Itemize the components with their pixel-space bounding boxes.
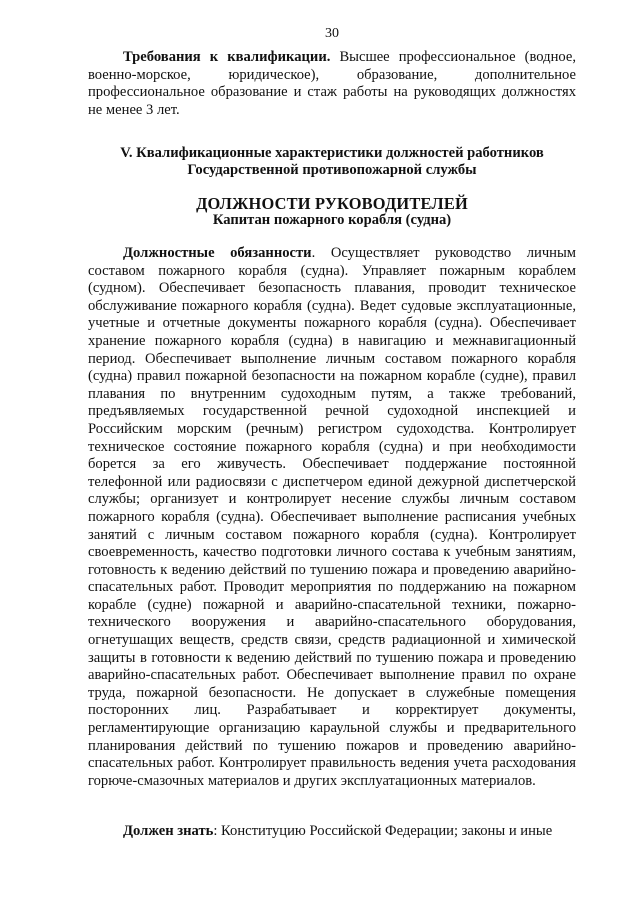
must-know-text: : Конституцию Российской Федерации; законы и иные [213, 823, 553, 839]
must-know-label: Должен знать [123, 823, 214, 839]
group-title: ДОЛЖНОСТИ РУКОВОДИТЕЛЕЙ [196, 194, 468, 213]
qualification-requirements-label: Требования к квалификации. [123, 49, 331, 65]
qualification-requirements-paragraph [88, 49, 576, 119]
qualification-requirements-text: Высшее профессиональное (водное, военно-морское, юридическое), образование, дополнительное профессиональное образование и стаж работы на руководящих должностях не менее 3 лет. [88, 49, 576, 118]
must-know-paragraph [88, 823, 576, 841]
page-number: 30 [325, 26, 339, 41]
section-title-line-2: Государственной противопожарной службы [187, 162, 477, 178]
document-page [88, 0, 576, 905]
position-title: Капитан пожарного корабля (судна) [212, 212, 452, 228]
duties-label: Должностные обязанности [123, 245, 312, 261]
section-title-line-1: V. Квалификационные характеристики должностей работников [120, 145, 544, 161]
duties-paragraph [88, 245, 576, 790]
duties-text: . Осуществляет руководство личным составом пожарного корабля (судна). Управляет пожарным кораблем (судном). Обеспечивает безопасность плавания, проводит техническое обслуживание пожарного корабля (судна). Ведет судовые эксплуатационные, учетные и отчетные документы пожарного корабля (судна). Обеспечивает хранение пожарного корабля (судна) в навигацию и межнавигационный период. Обеспечивает выполнение личным составом пожарного корабля (судна) правил пожарной безопасности на пожарном корабле (судне), правил плавания по внутренним судоходным путям, а также требований, предъявляемых государственной речной судоходной инспекцией и Российским морским (речным) регистром судоходства. Контролирует техническое состояние пожарного корабля (судна) и при необходимости борется за его живучесть. Обеспечивает поддержание постоянной телефонной или радиосвязи с диспетчером единой дежурной диспетчерской службы; организует и контролирует несение службы личным составом пожарного корабля (судна). Обеспечивает выполнение расписания учебных занятий с личным составом пожарного корабля (судна). Контролирует своевременность, качество подготовки личного состава к учебным занятиям, готовность к ведению действий по тушению пожара и проведению аварийно-спасательных работ. Проводит мероприятия по поддержанию на пожарном корабле (судне) пожарной и аварийно-спасательной техники, пожарно-технического вооружения и аварийно-спасательного оборудования, огнетушащих веществ, средств связи, средств радиационной и химической защиты в готовности к ведению действий по тушению пожара и проведению аварийно-спасательных работ. Обеспечивает выполнение правил по охране труда, пожарной безопасности. Не допускает в служебные помещения посторонних лиц. Разрабатывает и корректирует документы, регламентирующие организацию караульной службы и предварительного планирования действий по тушению пожаров и проведению аварийно-спасательных работ. Контролирует правильность ведения учета расходования горюче-смазочных материалов и других эксплуатационных материалов. [88, 245, 577, 789]
